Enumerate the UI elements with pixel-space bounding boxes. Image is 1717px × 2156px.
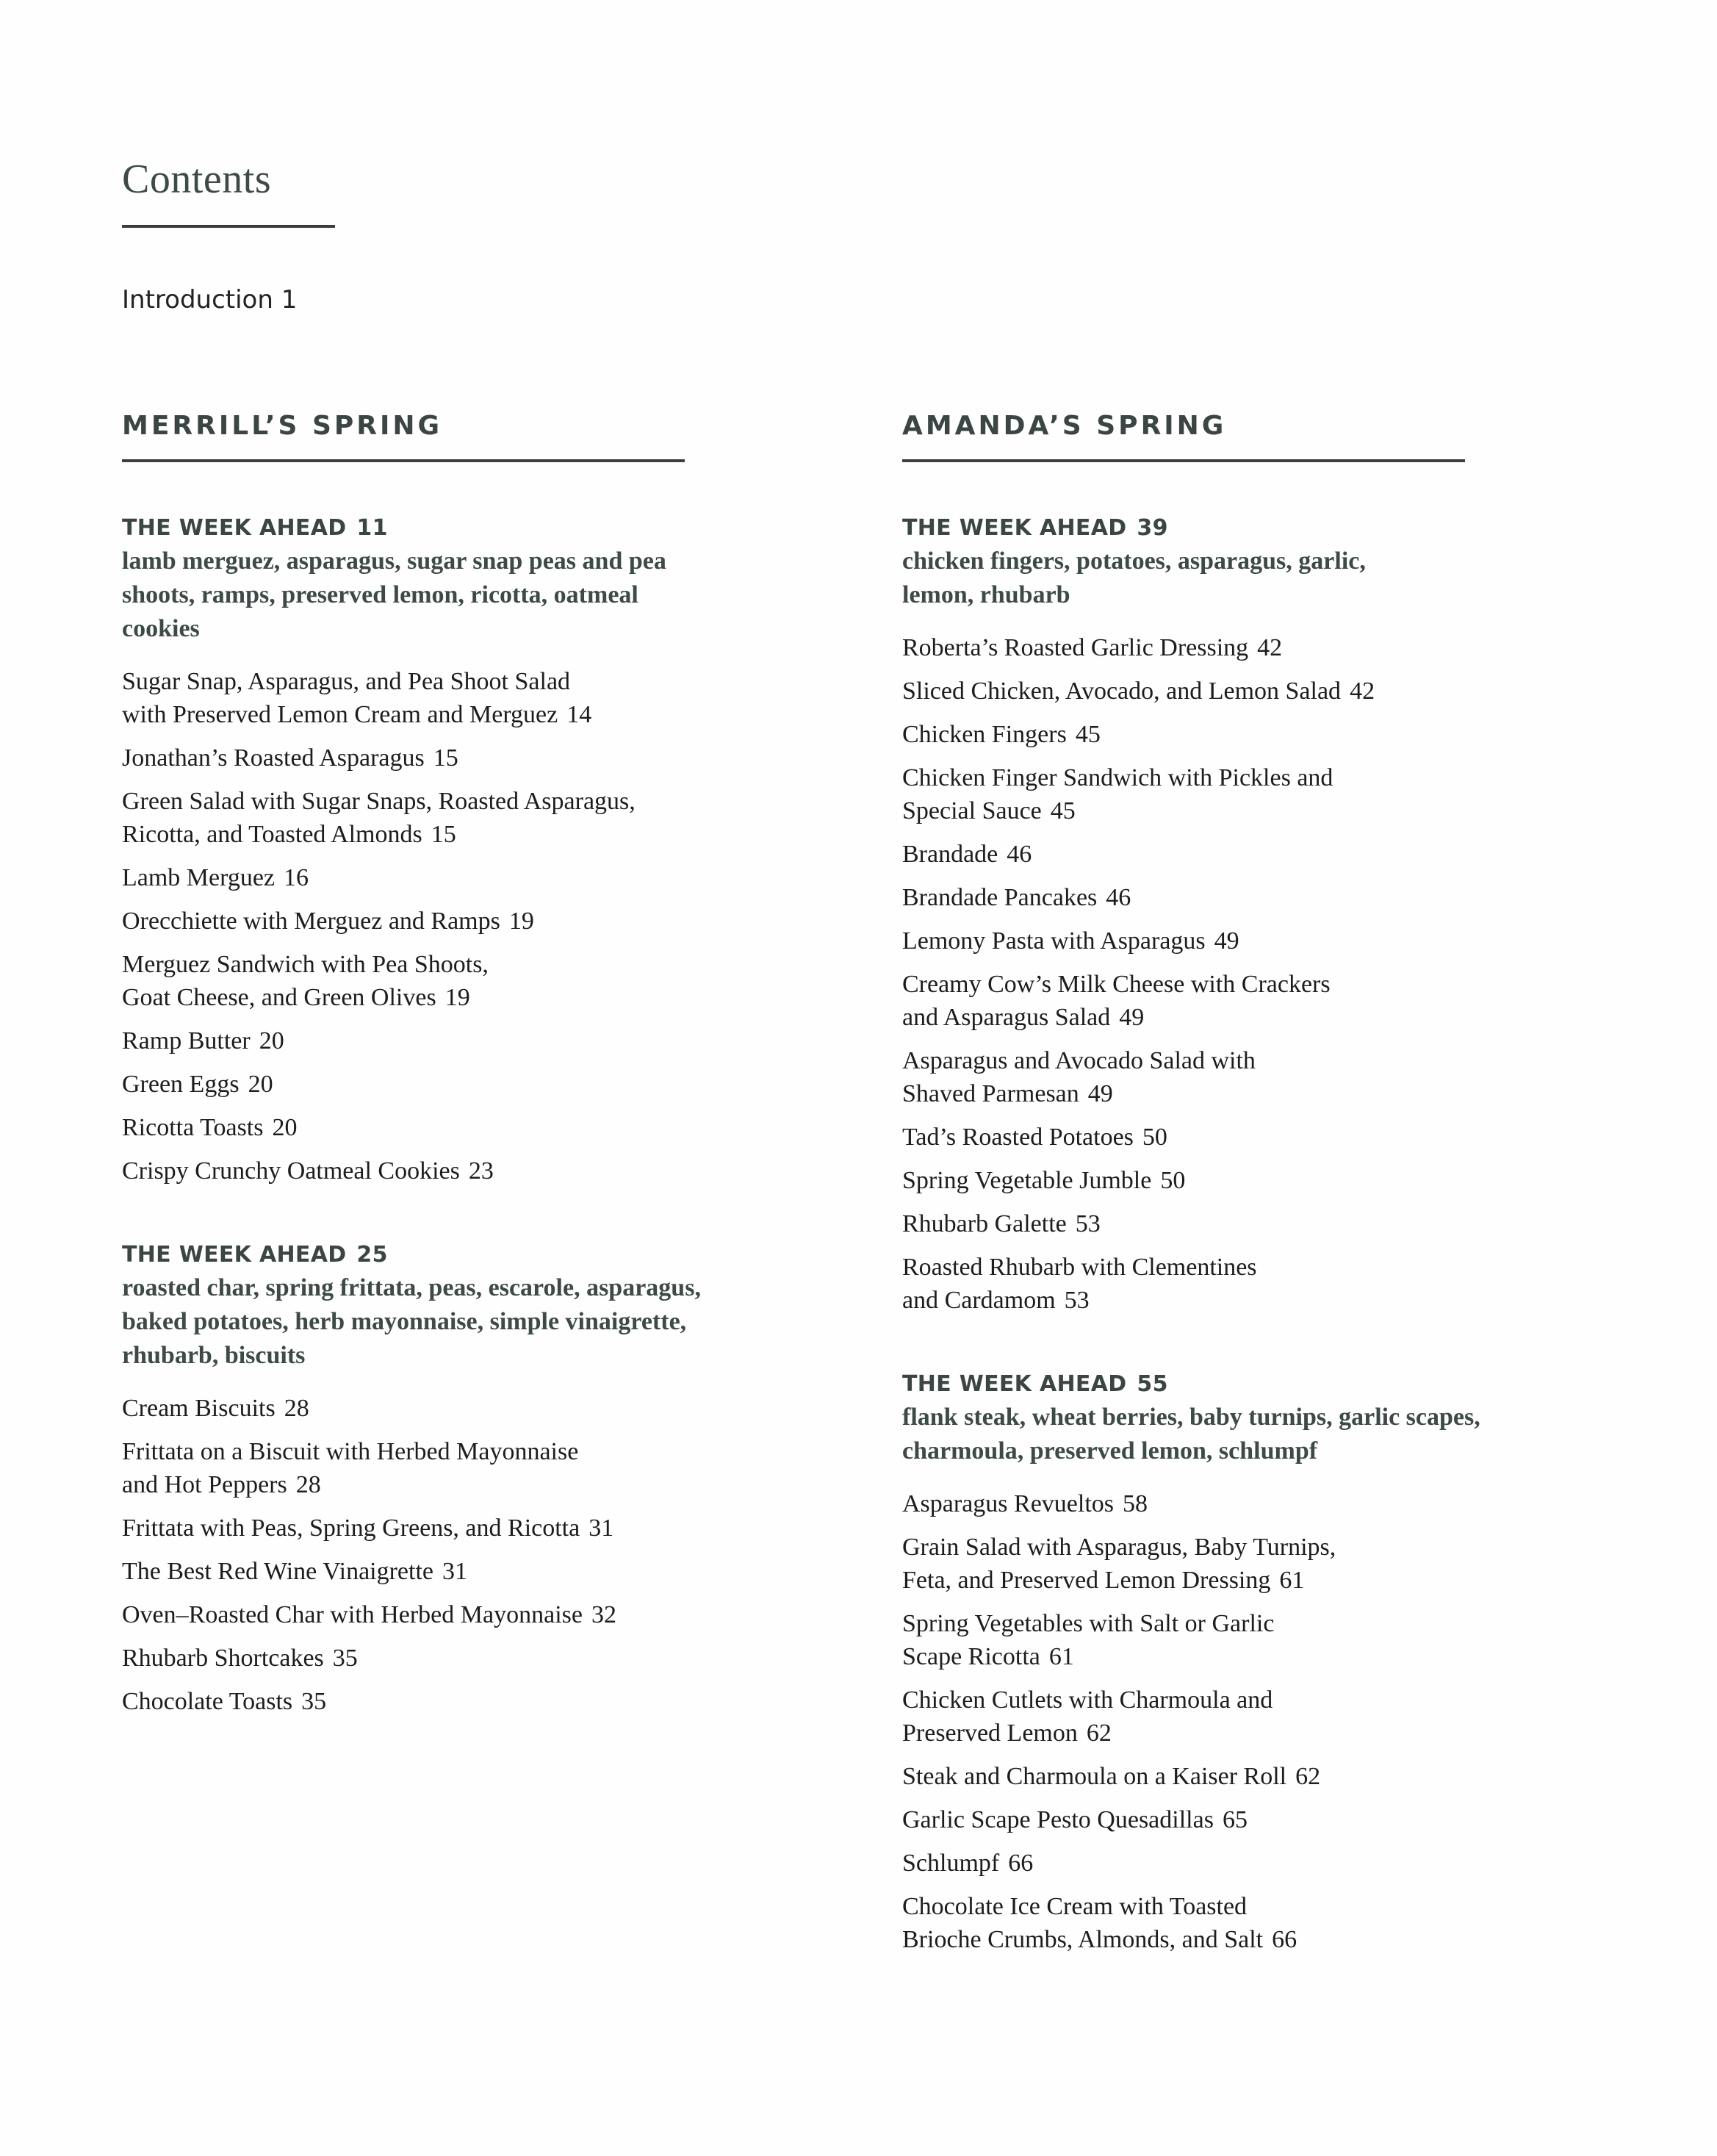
recipe-page-number: 53 (1064, 1287, 1090, 1314)
ingredients-line: shoots, ramps, preserved lemon, ricotta, oatmeal (122, 581, 638, 608)
toc-recipe-entry[interactable] (122, 1392, 857, 1425)
recipe-page-number: 62 (1086, 1720, 1112, 1747)
recipe-title-text: Asparagus Revueltos (902, 1490, 1115, 1517)
toc-recipe-entry[interactable] (902, 1121, 1637, 1154)
recipe-title-text: and Cardamom (902, 1287, 1056, 1314)
week-heading-label: THE WEEK AHEAD (902, 515, 1127, 541)
recipe-title-text: Ricotta, and Toasted Almonds (122, 821, 422, 848)
recipe-title-text: with Preserved Lemon Cream and Merguez (122, 701, 558, 728)
recipe-title-text: Chocolate Toasts (122, 1688, 293, 1715)
recipe-title-line (122, 1111, 857, 1144)
toc-recipe-entry[interactable] (122, 1685, 857, 1718)
recipe-page-number: 35 (301, 1688, 327, 1715)
toc-recipe-entry[interactable] (902, 1207, 1637, 1240)
toc-recipe-entry[interactable] (902, 1803, 1637, 1836)
recipe-page-number: 50 (1142, 1124, 1167, 1151)
recipe-title-text: Special Sauce (902, 797, 1042, 824)
part-column-amandas-spring (902, 408, 1637, 1966)
recipe-title-text: Creamy Cow’s Milk Cheese with Crackers (902, 971, 1331, 998)
recipe-title-text: Green Salad with Sugar Snaps, Roasted Asparagus, (122, 788, 636, 815)
week-heading-label: THE WEEK AHEAD (122, 515, 347, 541)
toc-recipe-entry[interactable] (902, 631, 1637, 664)
recipe-title-line (902, 1717, 1637, 1750)
recipe-page-number: 20 (259, 1027, 284, 1054)
recipe-title-text: Chicken Fingers (902, 721, 1067, 748)
recipe-title-text: Crispy Crunchy Oatmeal Cookies (122, 1157, 460, 1185)
recipe-page-number: 31 (588, 1514, 614, 1542)
week-heading-page: 39 (1137, 515, 1168, 541)
recipe-title-line (122, 741, 857, 775)
recipe-title-line (902, 1923, 1637, 1956)
recipe-title-line (122, 905, 857, 938)
toc-recipe-entry[interactable] (902, 1487, 1637, 1520)
toc-recipe-entry[interactable] (122, 948, 857, 1014)
recipe-title-line (902, 1684, 1637, 1717)
recipe-page-number: 42 (1257, 634, 1283, 661)
recipe-title-text: Lamb Merguez (122, 864, 276, 891)
week-heading-label: THE WEEK AHEAD (122, 1242, 347, 1268)
toc-recipe-entry[interactable] (122, 1512, 857, 1545)
toc-recipe-entry[interactable] (122, 1642, 857, 1675)
week-ingredients (122, 545, 783, 646)
recipe-page-number: 23 (468, 1157, 494, 1185)
recipe-page-number: 49 (1214, 927, 1239, 955)
recipe-page-number: 49 (1119, 1004, 1145, 1031)
recipe-page-number: 66 (1272, 1926, 1297, 1953)
recipe-title-line (122, 1068, 857, 1101)
toc-recipe-entry[interactable] (902, 1607, 1637, 1673)
part-title: AMANDA’S SPRING (902, 411, 1227, 441)
recipe-title-line (902, 1607, 1637, 1640)
recipe-title-line (122, 1512, 857, 1545)
recipe-title-line (902, 1847, 1637, 1880)
toc-recipe-entry[interactable] (122, 1598, 857, 1631)
recipe-page-number: 20 (248, 1071, 273, 1098)
recipe-title-line (902, 794, 1637, 827)
recipe-page-number: 46 (1106, 884, 1131, 911)
recipe-title-line (902, 1164, 1637, 1197)
toc-recipe-entry[interactable] (902, 924, 1637, 957)
recipe-title-line (902, 1890, 1637, 1923)
toc-recipe-entry[interactable] (902, 1044, 1637, 1110)
toc-recipe-entry[interactable] (122, 1068, 857, 1101)
recipe-title-line (902, 924, 1637, 957)
recipe-page-number: 50 (1160, 1167, 1186, 1194)
week-heading-label: THE WEEK AHEAD (902, 1371, 1127, 1397)
week-heading[interactable] (122, 512, 857, 545)
recipe-title-text: Steak and Charmoula on a Kaiser Roll (902, 1763, 1287, 1790)
recipe-title-line (902, 1803, 1637, 1836)
recipe-title-line (902, 1284, 1637, 1317)
week-section (122, 512, 857, 1187)
recipe-title-text: Rhubarb Galette (902, 1210, 1067, 1237)
recipe-title-line (122, 1555, 857, 1588)
recipe-page-number: 62 (1295, 1763, 1321, 1790)
recipe-page-number: 49 (1087, 1080, 1113, 1107)
recipe-title-text: Orecchiette with Merguez and Ramps (122, 908, 500, 935)
recipe-title-text: Chicken Cutlets with Charmoula and (902, 1686, 1273, 1714)
ingredients-line: roasted char, spring frittata, peas, escarole, asparagus, (122, 1274, 701, 1301)
recipe-title-text: Roasted Rhubarb with Clementines (902, 1254, 1257, 1281)
toc-recipe-entry[interactable] (902, 968, 1637, 1034)
recipe-title-line (122, 1642, 857, 1675)
recipe-page-number: 28 (295, 1471, 321, 1498)
toc-recipe-entry[interactable] (122, 1154, 857, 1187)
recipe-title-text: Shaved Parmesan (902, 1080, 1079, 1107)
recipe-title-line (902, 1251, 1637, 1284)
recipe-title-text: The Best Red Wine Vinaigrette (122, 1558, 434, 1585)
recipe-page-number: 45 (1075, 721, 1101, 748)
recipe-title-text: Chocolate Ice Cream with Toasted (902, 1893, 1248, 1920)
recipe-list (902, 631, 1637, 1317)
recipe-title-line (122, 1024, 857, 1057)
week-ingredients (902, 545, 1563, 612)
recipe-title-text: and Hot Peppers (122, 1471, 287, 1498)
toc-recipe-entry[interactable] (902, 881, 1637, 914)
toc-recipe-entry[interactable] (902, 838, 1637, 871)
recipe-list (122, 665, 857, 1187)
recipe-page-number: 42 (1350, 678, 1375, 705)
toc-recipe-entry[interactable] (902, 1164, 1637, 1197)
recipe-page-number: 15 (433, 744, 458, 772)
recipe-page-number: 31 (442, 1558, 468, 1585)
toc-recipe-entry[interactable] (902, 1760, 1637, 1793)
recipe-title-line (902, 881, 1637, 914)
recipe-title-line (902, 1760, 1637, 1793)
recipe-title-line (122, 1598, 857, 1631)
recipe-title-text: Jonathan’s Roasted Asparagus (122, 744, 425, 772)
week-heading[interactable] (122, 1239, 857, 1271)
recipe-title-text: Schlumpf (902, 1850, 1000, 1877)
recipe-title-line (902, 1001, 1637, 1034)
recipe-page-number: 65 (1222, 1806, 1248, 1833)
recipe-page-number: 35 (332, 1645, 358, 1672)
toc-recipe-entry[interactable] (122, 1555, 857, 1588)
ingredients-line: charmoula, preserved lemon, schlumpf (902, 1437, 1318, 1465)
recipe-title-text: Chicken Finger Sandwich with Pickles and (902, 764, 1333, 791)
recipe-title-text: Brioche Crumbs, Almonds, and Salt (902, 1926, 1264, 1953)
toc-recipe-entry[interactable] (902, 761, 1637, 827)
recipe-title-line (122, 818, 857, 851)
recipe-title-text: Rhubarb Shortcakes (122, 1645, 324, 1672)
recipe-title-line (902, 1121, 1637, 1154)
recipe-title-line (122, 981, 857, 1014)
recipe-title-line (902, 1077, 1637, 1110)
recipe-title-text: Green Eggs (122, 1071, 240, 1098)
recipe-title-line (902, 1487, 1637, 1520)
ingredients-line: flank steak, wheat berries, baby turnips, garlic scapes, (902, 1404, 1480, 1431)
toc-recipe-entry[interactable] (122, 861, 857, 894)
recipe-title-line (122, 861, 857, 894)
week-ingredients (122, 1271, 783, 1373)
recipe-title-text: Tad’s Roasted Potatoes (902, 1124, 1134, 1151)
recipe-title-text: Frittata with Peas, Spring Greens, and Ricotta (122, 1514, 580, 1542)
recipe-page-number: 19 (444, 984, 470, 1011)
recipe-page-number: 28 (284, 1395, 309, 1422)
recipe-title-text: Oven–Roasted Char with Herbed Mayonnaise (122, 1601, 583, 1628)
toc-recipe-entry[interactable] (902, 1684, 1637, 1750)
recipe-title-text: Sugar Snap, Asparagus, and Pea Shoot Salad (122, 668, 571, 695)
week-section (902, 512, 1637, 1317)
recipe-page-number: 20 (272, 1114, 298, 1141)
toc-recipe-entry[interactable] (122, 785, 857, 851)
week-ingredients (902, 1401, 1563, 1468)
recipe-title-text: Spring Vegetable Jumble (902, 1167, 1152, 1194)
toc-entry-introduction[interactable]: Introduction 1 (122, 285, 298, 315)
recipe-title-line (122, 1154, 857, 1187)
recipe-title-text: Goat Cheese, and Green Olives (122, 984, 436, 1011)
recipe-title-line (902, 1044, 1637, 1077)
toc-recipe-entry[interactable] (122, 905, 857, 938)
recipe-title-line (902, 838, 1637, 871)
recipe-title-line (122, 698, 857, 731)
ingredients-line: lemon, rhubarb (902, 581, 1070, 608)
recipe-title-text: Preserved Lemon (902, 1720, 1078, 1747)
recipe-title-line (122, 1468, 857, 1501)
recipe-page-number: 61 (1279, 1567, 1305, 1594)
ingredients-line: rhubarb, biscuits (122, 1342, 306, 1369)
recipe-title-text: Ricotta Toasts (122, 1114, 264, 1141)
recipe-title-text: Sliced Chicken, Avocado, and Lemon Salad (902, 678, 1342, 705)
toc-recipe-entry[interactable] (122, 1111, 857, 1144)
toc-recipe-entry[interactable] (902, 718, 1637, 751)
recipe-page-number: 15 (431, 821, 456, 848)
recipe-title-text: Feta, and Preserved Lemon Dressing (902, 1567, 1271, 1594)
recipe-title-line (902, 968, 1637, 1001)
week-section (902, 1368, 1637, 1956)
part-rule (902, 459, 1465, 462)
toc-recipe-entry[interactable] (902, 675, 1637, 708)
recipe-title-text: Brandade Pancakes (902, 884, 1098, 911)
recipe-title-line (902, 1640, 1637, 1673)
recipe-list (122, 1392, 857, 1718)
recipe-page-number: 61 (1048, 1643, 1074, 1670)
ingredients-line: baked potatoes, herb mayonnaise, simple vinaigrette, (122, 1308, 687, 1335)
ingredients-line: lamb merguez, asparagus, sugar snap peas and pea (122, 547, 666, 575)
week-heading[interactable] (902, 1368, 1637, 1401)
toc-recipe-entry[interactable] (902, 1531, 1637, 1597)
recipe-title-text: Frittata on a Biscuit with Herbed Mayonnaise (122, 1438, 579, 1465)
recipe-title-text: Grain Salad with Asparagus, Baby Turnips, (902, 1534, 1336, 1561)
recipe-title-line (902, 675, 1637, 708)
recipe-list (902, 1487, 1637, 1956)
recipe-page-number: 53 (1075, 1210, 1101, 1237)
recipe-title-line (902, 1531, 1637, 1564)
week-heading-page: 11 (356, 515, 388, 541)
title-rule (122, 225, 335, 228)
week-heading-page: 25 (356, 1242, 388, 1268)
recipe-page-number: 14 (566, 701, 592, 728)
recipe-page-number: 46 (1007, 841, 1032, 868)
recipe-title-line (122, 1435, 857, 1468)
part-rule (122, 459, 685, 462)
recipe-title-line (122, 665, 857, 698)
recipe-title-line (122, 948, 857, 981)
recipe-page-number: 32 (591, 1601, 616, 1628)
recipe-title-line (122, 1392, 857, 1425)
toc-recipe-entry[interactable] (122, 665, 857, 731)
recipe-title-text: Roberta’s Roasted Garlic Dressing (902, 634, 1249, 661)
recipe-title-line (902, 761, 1637, 794)
recipe-title-text: Asparagus and Avocado Salad with (902, 1047, 1256, 1074)
ingredients-line: cookies (122, 615, 200, 642)
part-column-merrills-spring (122, 408, 857, 1728)
recipe-title-line (902, 1564, 1637, 1597)
toc-recipe-entry[interactable] (902, 1251, 1637, 1317)
recipe-title-text: Cream Biscuits (122, 1395, 276, 1422)
recipe-title-line (122, 785, 857, 818)
toc-recipe-entry[interactable] (122, 1435, 857, 1501)
recipe-page-number: 58 (1123, 1490, 1148, 1517)
recipe-title-line (902, 718, 1637, 751)
recipe-title-line (902, 631, 1637, 664)
recipe-title-text: Merguez Sandwich with Pea Shoots, (122, 951, 489, 978)
ingredients-line: chicken fingers, potatoes, asparagus, garlic, (902, 547, 1366, 575)
recipe-title-text: Brandade (902, 841, 998, 868)
toc-recipe-entry[interactable] (902, 1847, 1637, 1880)
recipe-title-text: Garlic Scape Pesto Quesadillas (902, 1806, 1214, 1833)
page-title: Contents (122, 157, 272, 202)
toc-recipe-entry[interactable] (122, 1024, 857, 1057)
recipe-title-text: and Asparagus Salad (902, 1004, 1111, 1031)
recipe-page-number: 16 (284, 864, 309, 891)
toc-recipe-entry[interactable] (902, 1890, 1637, 1956)
recipe-title-text: Scape Ricotta (902, 1643, 1040, 1670)
recipe-page-number: 66 (1008, 1850, 1034, 1877)
part-title: MERRILL’S SPRING (122, 411, 443, 441)
week-section (122, 1239, 857, 1718)
recipe-page-number: 45 (1050, 797, 1076, 824)
recipe-title-text: Spring Vegetables with Salt or Garlic (902, 1610, 1275, 1637)
recipe-title-text: Ramp Butter (122, 1027, 251, 1054)
week-heading-page: 55 (1137, 1371, 1168, 1397)
recipe-title-line (902, 1207, 1637, 1240)
recipe-page-number: 19 (508, 908, 534, 935)
recipe-title-text: Lemony Pasta with Asparagus (902, 927, 1206, 955)
recipe-title-line (122, 1685, 857, 1718)
toc-recipe-entry[interactable] (122, 741, 857, 775)
week-heading[interactable] (902, 512, 1637, 545)
